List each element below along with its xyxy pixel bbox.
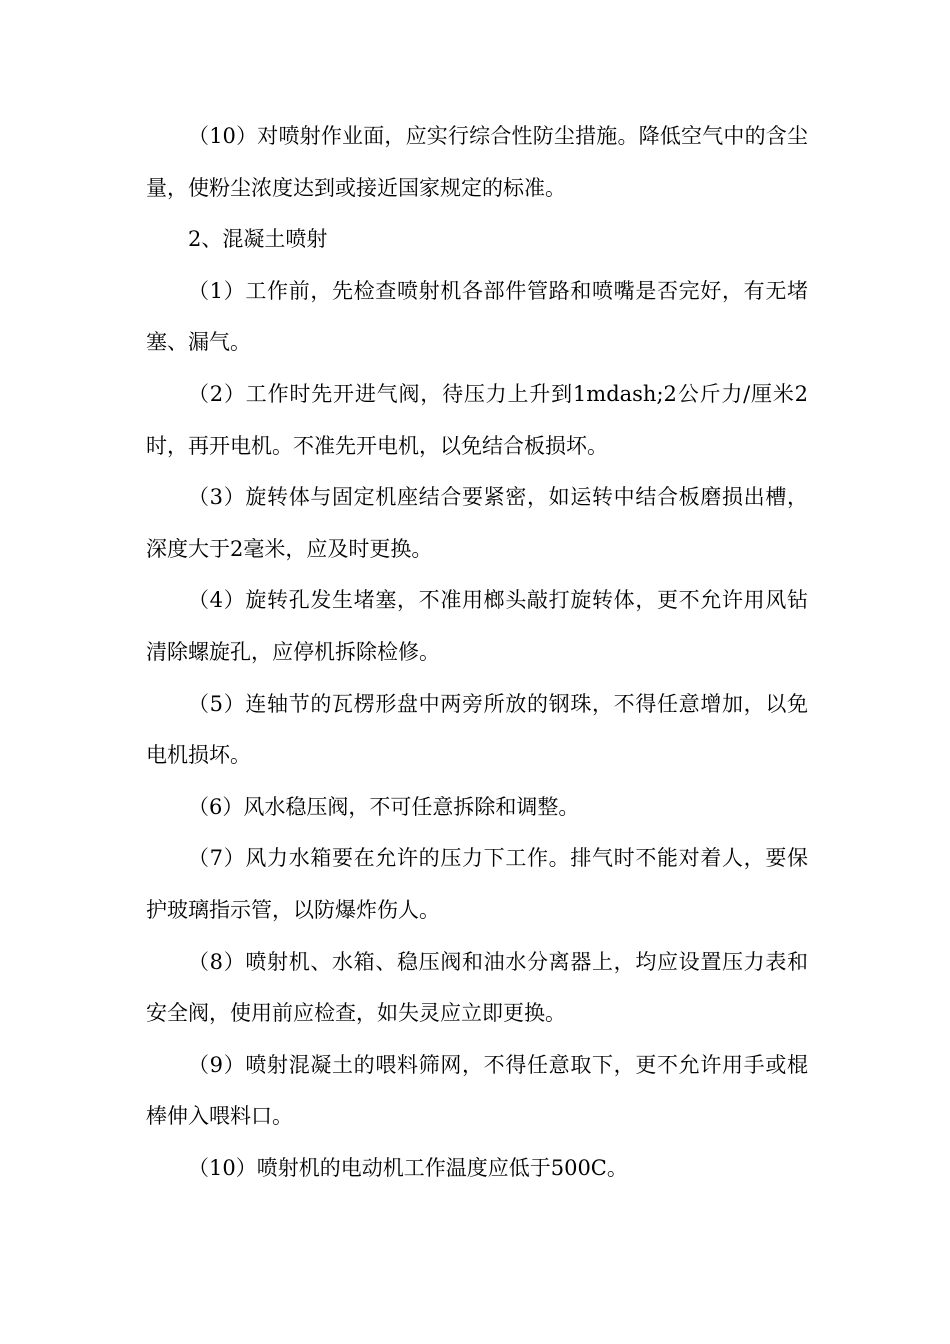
section-heading-concrete-spraying: 2、混凝土喷射 — [188, 227, 328, 252]
paragraph-blockage-handling: （4）旋转孔发生堵塞，不准用榔头敲打旋转体，更不允许用风钻清除螺旋孔，应停机拆除检修。 — [146, 588, 808, 664]
paragraph-rotor-seal: （3）旋转体与固定机座结合要紧密，如运转中结合板磨损出槽，深度大于2毫米，应及时更换。 — [146, 485, 808, 561]
paragraph-start-sequence: （2）工作时先开进气阀，待压力上升到1mdash;2公斤力/厘米2时，再开电机。不准先开电机，以免结合板损坏。 — [146, 381, 808, 458]
paragraph-coupling-balls: （5）连轴节的瓦楞形盘中两旁所放的钢珠，不得任意增加，以免电机损坏。 — [146, 691, 808, 768]
paragraph-motor-temperature: （10）喷射机的电动机工作温度应低于500C。 — [188, 1155, 628, 1180]
document-body — [146, 111, 808, 1194]
paragraph-pressure-valve: （6）风水稳压阀，不可任意拆除和调整。 — [188, 794, 580, 819]
paragraph-water-tank: （7）风力水箱要在允许的压力下工作。排气时不能对着人，要保护玻璃指示管，以防爆炸伤人。 — [146, 846, 808, 922]
paragraph-feed-screen: （9）喷射混凝土的喂料筛网，不得任意取下，更不允许用手或棍棒伸入喂料口。 — [146, 1052, 808, 1129]
paragraph-dust-prevention: （10）对喷射作业面，应实行综合性防尘措施。降低空气中的含尘量，使粉尘浓度达到或接近国家规定的标准。 — [146, 124, 808, 200]
paragraph-gauges-safety-valves: （8）喷射机、水箱、稳压阀和油水分离器上，均应设置压力表和安全阀，使用前应检查，如失灵应立即更换。 — [146, 949, 808, 1026]
paragraph-pre-work-check: （1）工作前，先检查喷射机各部件管路和喷嘴是否完好，有无堵塞、漏气。 — [146, 278, 808, 355]
